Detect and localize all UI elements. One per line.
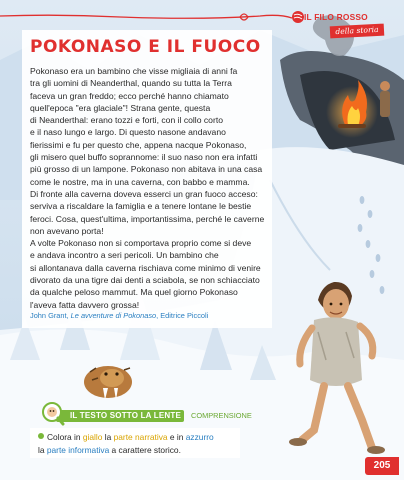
- story-line: Di fronte alla caverna doveva esserci un gran fuoco acceso:: [30, 188, 258, 199]
- story-line: e il naso lungo e largo. Di questo nasone andavano: [30, 127, 226, 138]
- story-line: non avevano porta!: [30, 225, 104, 236]
- story-line: come le nostre, ma in una caverna, con babbo e mamma.: [30, 176, 250, 187]
- magnifier-icon: [38, 400, 66, 428]
- series-badge-title: IL FILO ROSSO: [304, 12, 368, 22]
- green-bullet: [38, 433, 44, 439]
- story-line: quell'epoca "era glaciale"! Strana gente, questa: [30, 102, 211, 113]
- story-line: faceva un gran freddo; ecco perché hanno chiamato: [30, 90, 229, 101]
- red-thread-decoration: [0, 10, 300, 24]
- story-line: tra gli uomini di Neanderthal, quando su tutta la Terra: [30, 78, 232, 89]
- credit-author: John Grant,: [30, 311, 71, 320]
- story-line: di Neanderthal: erano tozzi e forti, con il collo corto: [30, 115, 223, 126]
- series-badge-subtitle: della storia: [330, 24, 385, 39]
- story-line: feroci. Cosa, quest'ultima, importantissima, perché le caverne: [30, 213, 265, 224]
- story-line: A volte Pokonaso non si comportava proprio come si deve: [30, 238, 252, 249]
- story-line: l'aveva fatta davvero grossa!: [30, 299, 140, 310]
- credit-work: Le avventure di Pokonaso: [70, 311, 157, 320]
- credit-publisher: , Editrice Piccoli: [156, 311, 209, 320]
- story-line: serviva a riscaldare la famiglia e a tenere lontane le bestie: [30, 201, 252, 212]
- story-line: fierissimi e fu per questo che, appena nacque Pokonaso,: [30, 139, 247, 150]
- page-number: 205: [373, 460, 391, 471]
- lens-section-title: IL TESTO SOTTO LA LENTE: [70, 411, 181, 420]
- story-line: si allontanava dalla caverna rischiava come minimo di venire: [30, 262, 261, 273]
- story-body: [30, 65, 292, 311]
- story-line: divorato da una tigre dai denti a sciabola, se non schiacciato: [30, 275, 260, 286]
- story-line: Pokonaso era un bambino che visse migliaia di anni fa: [30, 66, 238, 76]
- story-title: POKONASO E IL FUOCO: [30, 37, 261, 57]
- exercise-instruction: Colora in giallo la parte narrativa e in azzurro la parte informativa a carattere storico.: [38, 432, 214, 455]
- story-line: gli misero quel buffo soprannome: il suo naso non era infatti: [30, 152, 258, 163]
- story-line: più grosso di un lampone. Pokonaso non abitava in una casa: [30, 164, 263, 175]
- ribbon-badge-icon: [291, 10, 305, 24]
- source-credit: [30, 311, 208, 320]
- story-line: da qualche peloso mammut. Ma quel giorno Pokonaso: [30, 287, 238, 298]
- story-line: e andava incontro a seri pericoli. Un bambino che: [30, 250, 219, 261]
- comprehension-tag: COMPRENSIONE: [191, 411, 252, 420]
